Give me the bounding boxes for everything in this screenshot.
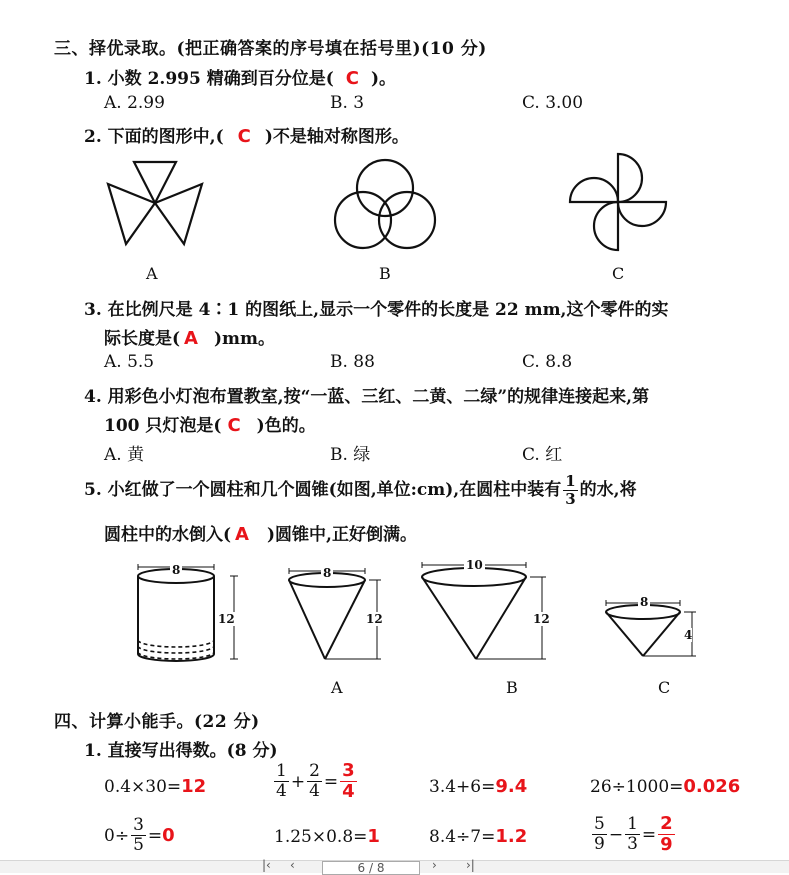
question-1: [84, 64, 396, 89]
page-number-input[interactable]: 6 / 8: [322, 861, 420, 875]
calc-row2-item2: [274, 826, 380, 847]
previous-page-icon[interactable]: ‹: [290, 858, 295, 872]
figure-label-a: A: [146, 264, 158, 283]
calc-answer: 0.026: [683, 776, 741, 797]
calc-row2-item1: [104, 817, 175, 854]
cone-a-height-label: 12: [366, 612, 383, 626]
calc-expression: 1.25×0.8=: [274, 827, 368, 847]
fraction-denominator: 9: [594, 834, 605, 854]
answer-mark: C: [227, 415, 241, 436]
question-3: [84, 295, 668, 320]
fraction-numerator: 3: [133, 815, 144, 835]
figure-label-b: B: [379, 264, 391, 283]
calc-row1-item3: [429, 776, 527, 797]
question-number: 1.: [84, 69, 102, 89]
answer-mark: A: [235, 524, 249, 545]
next-page-icon[interactable]: ›: [432, 858, 437, 872]
question-text-end: )不是轴对称图形。: [264, 127, 409, 147]
fraction-denominator: 4: [309, 781, 320, 801]
fraction: [274, 763, 289, 800]
question-2: [84, 122, 409, 147]
figure-b-three-circles: [330, 158, 440, 253]
viewer-toolbar: [0, 860, 789, 873]
question-number: 4.: [84, 387, 102, 407]
fraction-denominator: 3: [627, 834, 638, 854]
question-text: 际长度是(: [104, 329, 181, 349]
calc-answer-fraction: [340, 762, 357, 801]
calc-expression: 8.4÷7=: [429, 827, 496, 847]
last-page-icon[interactable]: ›|: [466, 858, 475, 872]
question-4-line-2: [104, 411, 316, 436]
calc-expression: 0.4×30=: [104, 777, 182, 797]
option-b: B. 绿: [330, 445, 371, 465]
question-3-line-2: [104, 324, 275, 349]
equals: =: [147, 825, 163, 846]
cone-c-diameter-label: 8: [640, 595, 649, 609]
cone-b-diameter-label: 10: [466, 558, 483, 572]
option-b: B. 88: [330, 352, 375, 372]
calc-row1-item2: [272, 762, 359, 801]
question-text-end: )。: [371, 69, 397, 89]
question-text-end: )色的。: [256, 416, 316, 436]
calc-answer-fraction: [658, 815, 675, 854]
cone-c-height-label: 4: [684, 628, 693, 642]
fraction-numerator: 1: [627, 814, 638, 834]
cone-a-diameter-label: 8: [323, 566, 332, 580]
option-a: A. 5.5: [104, 352, 155, 372]
fraction-denominator: 4: [342, 781, 355, 802]
option-c: C. 8.8: [522, 352, 573, 372]
question-number: 5.: [84, 480, 102, 500]
equals: =: [323, 771, 339, 792]
fraction-numerator: 2: [309, 761, 320, 781]
calc-expression: 0÷: [104, 825, 130, 846]
first-page-icon[interactable]: |‹: [262, 858, 271, 872]
figure-label-a: A: [331, 678, 343, 697]
question-number: 2.: [84, 127, 102, 147]
figure-label-b: B: [506, 678, 518, 697]
fraction-numerator: 5: [594, 814, 605, 834]
calc-row2-item3: [429, 826, 527, 847]
question-text: 用彩色小灯泡布置教室,按“一蓝、三红、二黄、二绿”的规律连接起来,第: [107, 387, 650, 407]
answer-mark: C: [345, 68, 360, 89]
question-number: 3.: [84, 300, 102, 320]
calc-expression: 3.4+6=: [429, 777, 496, 797]
fraction-one-third: [563, 474, 577, 507]
option-c: C. 3.00: [522, 93, 584, 113]
question-4: [84, 382, 649, 407]
fraction-numerator: 2: [660, 813, 673, 834]
question-text: 圆柱中的水倒入(: [104, 525, 232, 545]
answer-mark: A: [184, 328, 198, 349]
question-5-line-2: [104, 520, 417, 545]
figure-a-bowtie-shape: [100, 160, 210, 250]
question-text: 100 只灯泡是(: [104, 416, 222, 436]
calc-row2-item4: [590, 815, 677, 854]
answer-mark: C: [237, 126, 251, 147]
fraction: [131, 817, 146, 854]
fraction-denominator: 4: [276, 781, 287, 801]
section-4-title: 四、计算小能手。(22 分): [54, 712, 260, 732]
cylinder-height-label: 12: [218, 612, 235, 626]
cone-b-height-label: 12: [533, 612, 550, 626]
calc-answer: 12: [181, 776, 207, 797]
section-3-title: 三、择优录取。(把正确答案的序号填在括号里)(10 分): [54, 39, 487, 59]
fraction: [307, 763, 322, 800]
calc-answer: 1.2: [495, 826, 528, 847]
fraction: [592, 816, 607, 853]
option-c: C. 红: [522, 445, 563, 465]
question-text: 在比例尺是 4∶1 的图纸上,显示一个零件的长度是 22 mm,这个零件的实: [107, 300, 669, 320]
cone-c-figure: [602, 590, 712, 665]
option-a: A. 2.99: [104, 93, 165, 113]
fraction-denominator: 5: [133, 835, 144, 855]
fraction-numerator: 1: [276, 761, 287, 781]
question-text-end: )圆锥中,正好倒满。: [266, 525, 417, 545]
question-text: 小红做了一个圆柱和几个圆锥(如图,单位:cm),在圆柱中装有: [107, 480, 562, 500]
question-text: 小数 2.995 精确到百分位是(: [107, 69, 334, 89]
option-b: B. 3: [330, 93, 365, 113]
calc-row1-item4: [590, 776, 740, 797]
calc-answer: 0: [162, 825, 175, 846]
figure-c-pinwheel: [565, 152, 675, 252]
cone-b-figure: [418, 555, 558, 665]
question-text-end: )mm。: [213, 329, 276, 349]
question-5: [84, 474, 637, 507]
cylinder-diameter-label: 8: [172, 563, 181, 577]
calc-answer: 9.4: [495, 776, 528, 797]
operator: −: [608, 824, 624, 845]
question-text-cont: 的水,将: [579, 480, 637, 500]
fraction-denominator: 9: [660, 834, 673, 855]
subsection-title: 1. 直接写出得数。(8 分): [84, 741, 278, 761]
equals: =: [641, 824, 657, 845]
figure-label-c: C: [658, 678, 671, 697]
fraction-numerator: 3: [342, 760, 355, 781]
question-text: 下面的图形中,(: [107, 127, 224, 147]
figure-label-c: C: [612, 264, 625, 283]
fraction: [625, 816, 640, 853]
fraction-numerator: 1: [565, 472, 576, 490]
calc-row1-item1: [104, 776, 206, 797]
calc-answer: 1: [367, 826, 380, 847]
operator: +: [290, 771, 306, 792]
fraction-denominator: 3: [565, 490, 576, 508]
option-a: A. 黄: [104, 445, 145, 465]
calc-expression: 26÷1000=: [590, 777, 684, 797]
